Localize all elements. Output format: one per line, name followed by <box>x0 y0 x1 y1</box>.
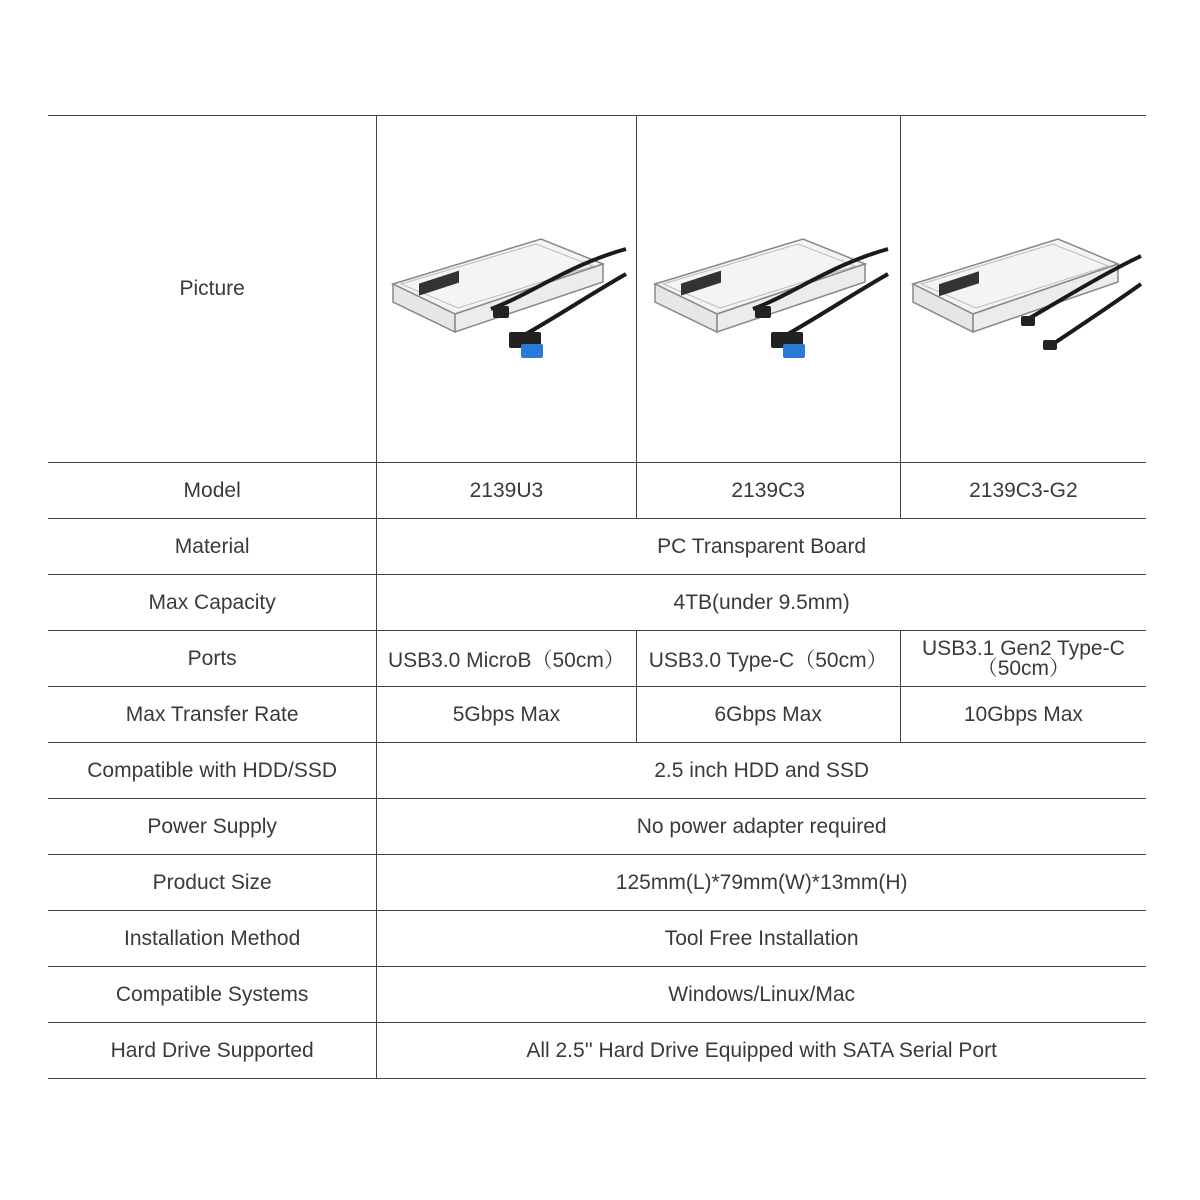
value-size: 125mm(L)*79mm(W)*13mm(H) <box>377 855 1146 911</box>
value-power: No power adapter required <box>377 799 1146 855</box>
value-material: PC Transparent Board <box>377 519 1146 575</box>
rate-2139c3-g2: 10Gbps Max <box>900 687 1146 743</box>
label-systems: Compatible Systems <box>48 967 377 1023</box>
rate-2139c3: 6Gbps Max <box>636 687 900 743</box>
row-size <box>48 855 1146 911</box>
spec-table <box>48 115 1146 1079</box>
label-install: Installation Method <box>48 911 377 967</box>
picture-2139u3 <box>377 116 636 463</box>
value-capacity: 4TB(under 9.5mm) <box>377 575 1146 631</box>
label-hdd: Hard Drive Supported <box>48 1023 377 1079</box>
row-picture <box>48 116 1146 463</box>
row-material <box>48 519 1146 575</box>
label-picture: Picture <box>48 116 377 463</box>
hdd-enclosure-usb-a-cable-icon <box>381 204 631 374</box>
model-2139u3: 2139U3 <box>377 463 636 519</box>
ports-2139c3-g2-line2: （50cm） <box>976 656 1071 680</box>
hdd-enclosure-usb-a-cable-icon <box>643 204 893 374</box>
row-capacity <box>48 575 1146 631</box>
label-model: Model <box>48 463 377 519</box>
picture-2139c3 <box>636 116 900 463</box>
row-install <box>48 911 1146 967</box>
rate-2139u3: 5Gbps Max <box>377 687 636 743</box>
row-ports <box>48 631 1146 687</box>
model-2139c3-g2: 2139C3-G2 <box>900 463 1146 519</box>
row-compat-drive <box>48 743 1146 799</box>
ports-2139u3: USB3.0 MicroB（50cm） <box>377 631 636 687</box>
row-rate <box>48 687 1146 743</box>
label-rate: Max Transfer Rate <box>48 687 377 743</box>
model-2139c3: 2139C3 <box>636 463 900 519</box>
row-model <box>48 463 1146 519</box>
label-compat-drive: Compatible with HDD/SSD <box>48 743 377 799</box>
ports-2139c3-g2-line1: USB3.1 Gen2 Type-C <box>922 636 1125 660</box>
label-power: Power Supply <box>48 799 377 855</box>
ports-2139c3-g2 <box>900 631 1146 687</box>
row-systems <box>48 967 1146 1023</box>
label-size: Product Size <box>48 855 377 911</box>
label-ports: Ports <box>48 631 377 687</box>
ports-2139c3: USB3.0 Type-C（50cm） <box>636 631 900 687</box>
value-hdd: All 2.5'' Hard Drive Equipped with SATA Serial Port <box>377 1023 1146 1079</box>
value-compat-drive: 2.5 inch HDD and SSD <box>377 743 1146 799</box>
value-systems: Windows/Linux/Mac <box>377 967 1146 1023</box>
hdd-enclosure-usb-c-cable-icon <box>903 204 1143 374</box>
value-install: Tool Free Installation <box>377 911 1146 967</box>
picture-2139c3-g2 <box>900 116 1146 463</box>
row-hdd <box>48 1023 1146 1079</box>
label-capacity: Max Capacity <box>48 575 377 631</box>
row-power <box>48 799 1146 855</box>
label-material: Material <box>48 519 377 575</box>
